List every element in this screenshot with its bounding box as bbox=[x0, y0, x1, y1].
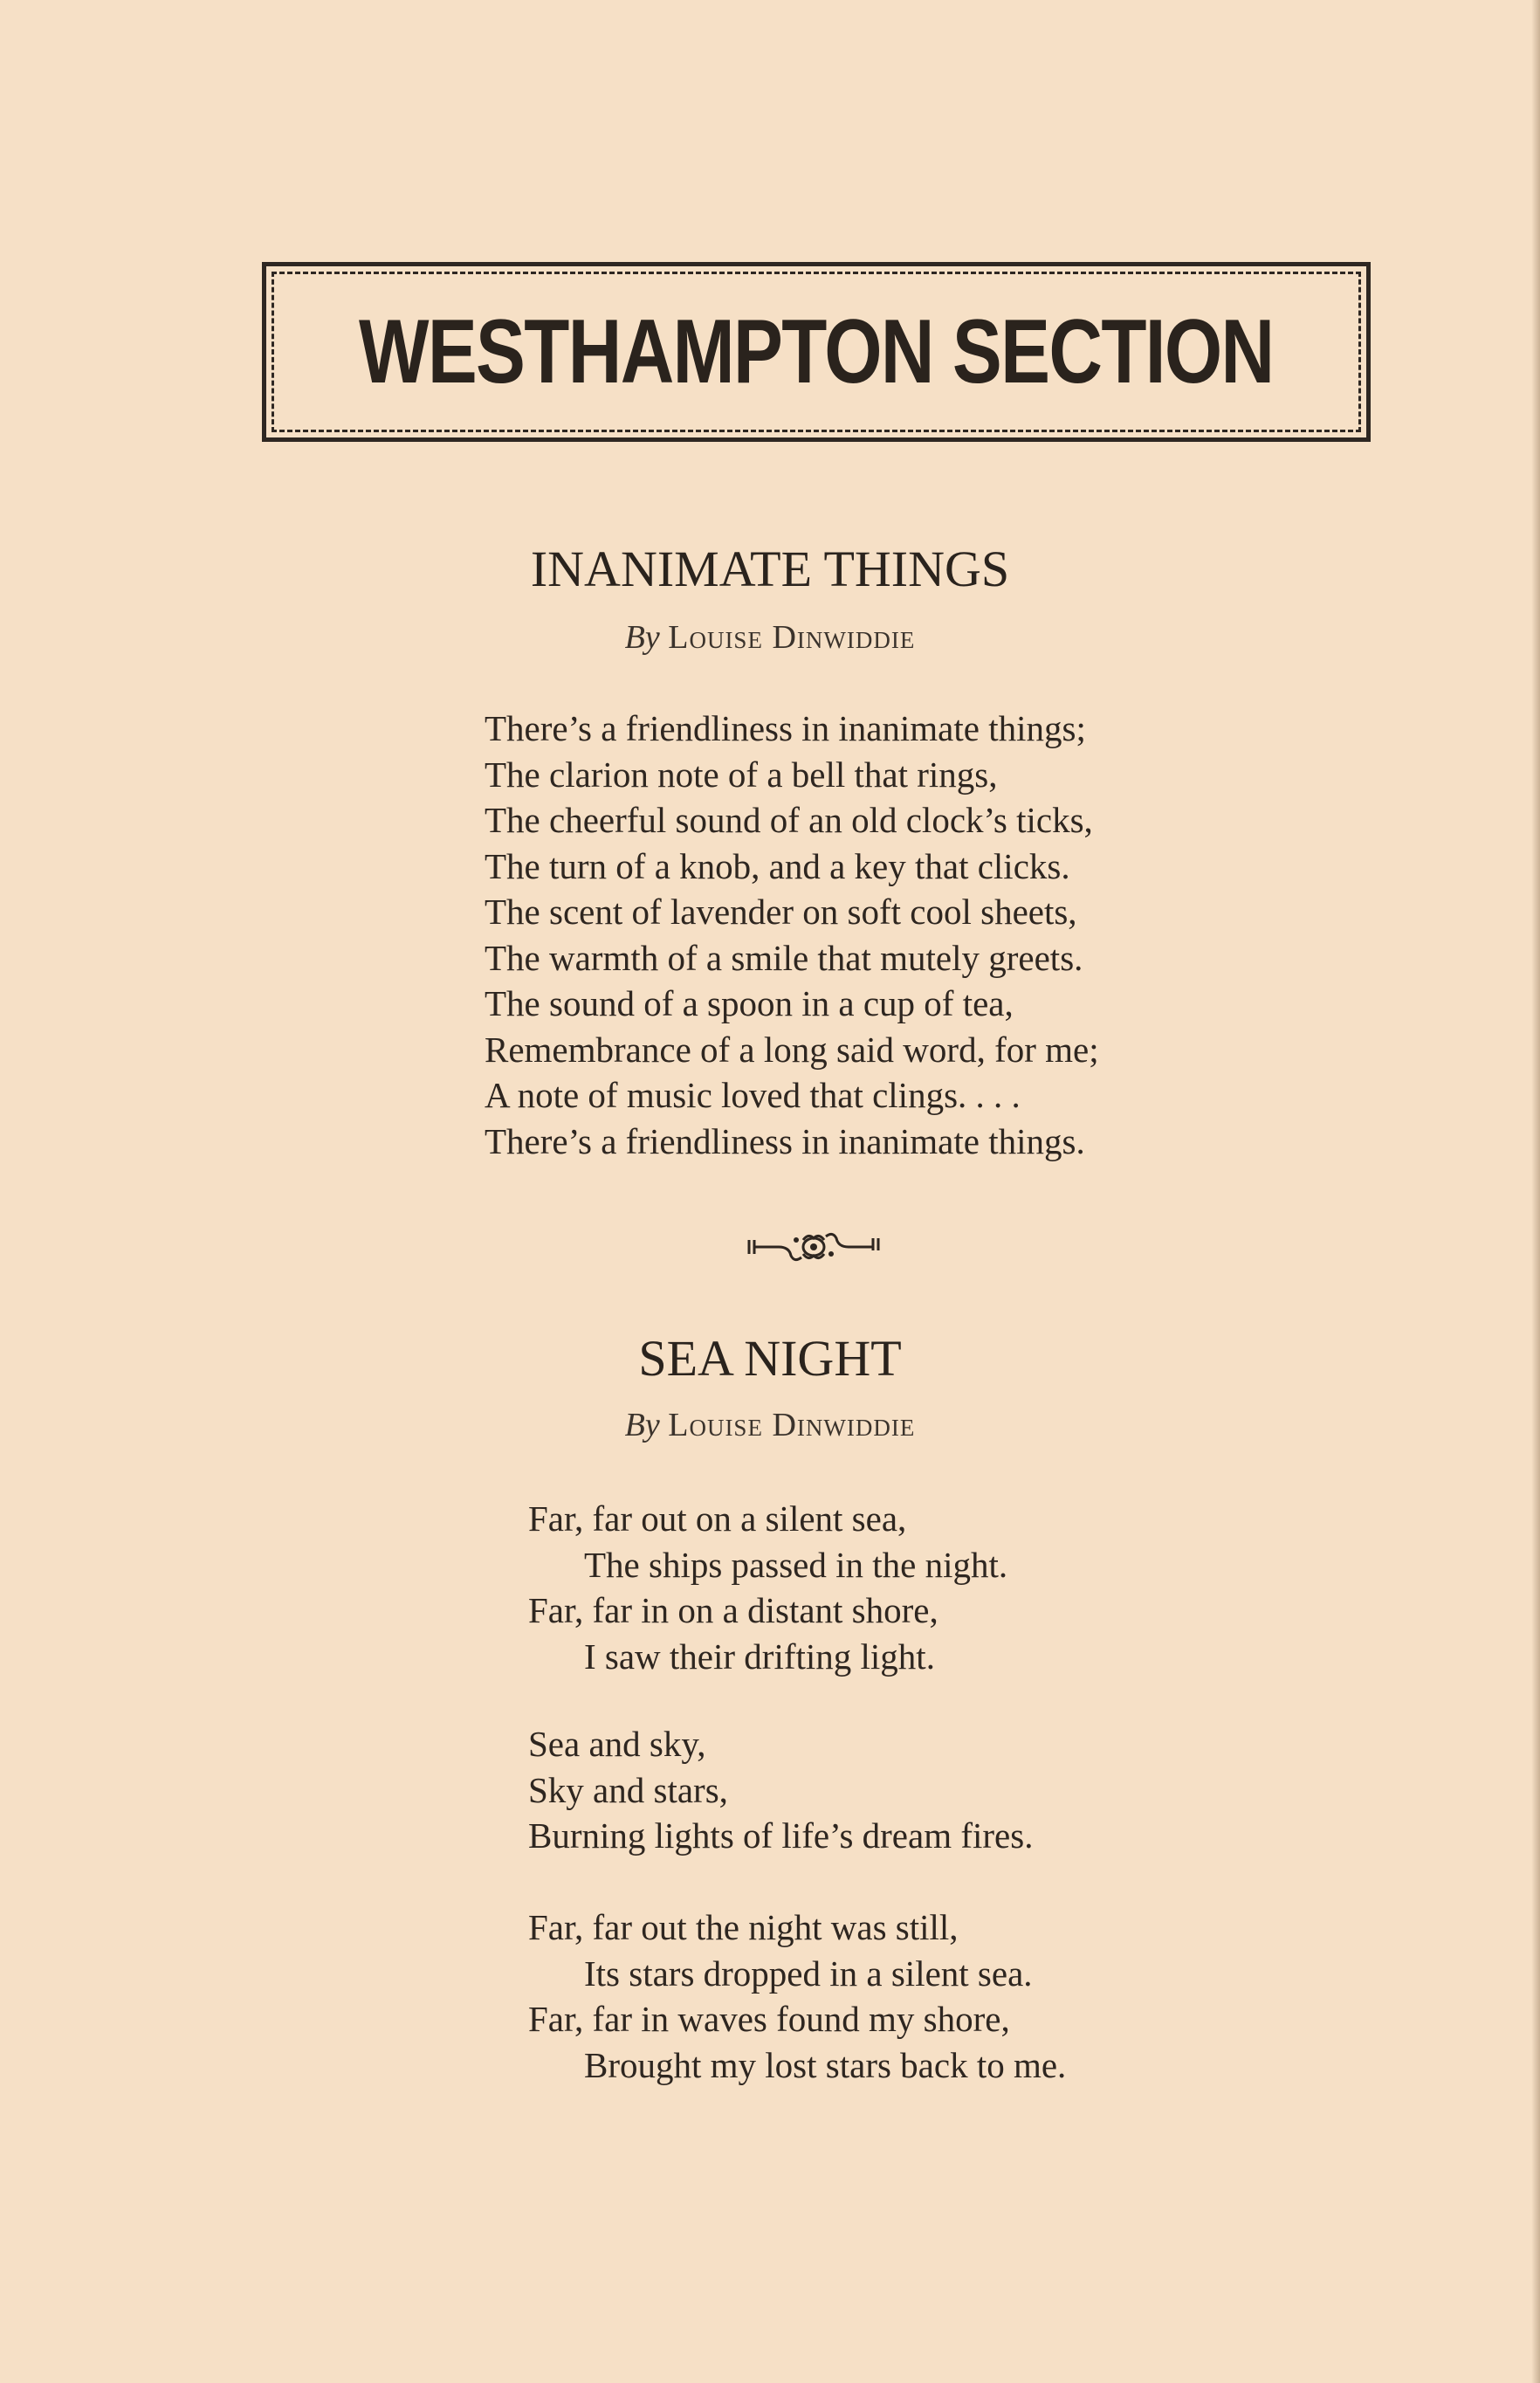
poem2-line: I saw their drifting light. bbox=[584, 1636, 935, 1677]
poem2-stanza-2 bbox=[528, 1721, 1033, 1859]
poem2-line: The ships passed in the night. bbox=[584, 1544, 1008, 1585]
poem1-line: The turn of a knob, and a key that clicks. bbox=[485, 845, 1070, 886]
poem1-line: The warmth of a smile that mutely greets. bbox=[485, 937, 1083, 978]
poem1-line: There’s a friendliness in inanimate things. bbox=[485, 1120, 1085, 1161]
poem2-stanza-1 bbox=[528, 1496, 1007, 1679]
poem1-line: There’s a friendliness in inanimate things; bbox=[485, 708, 1086, 748]
poem1-line: The clarion note of a bell that rings, bbox=[485, 754, 998, 795]
poem1-line: The sound of a spoon in a cup of tea, bbox=[485, 983, 1014, 1023]
poem2-line: Brought my lost stars back to me. bbox=[584, 2044, 1067, 2085]
poem1-line: The cheerful sound of an old clock’s ticks, bbox=[485, 800, 1093, 840]
poem1-line: A note of music loved that clings. . . . bbox=[485, 1075, 1021, 1115]
poem2-line: Burning lights of life’s dream fires. bbox=[528, 1815, 1034, 1856]
poem2-line: Its stars dropped in a silent sea. bbox=[584, 1953, 1033, 1994]
poem2-title: SEA NIGHT bbox=[638, 1330, 902, 1387]
poem2-by: By bbox=[624, 1407, 660, 1443]
decorative-scroll-ornament-icon bbox=[744, 1228, 883, 1270]
section-title: WESTHAMPTON SECTION bbox=[359, 300, 1274, 403]
poem2-byline bbox=[0, 1406, 1540, 1444]
poem1-title: INANIMATE THINGS bbox=[530, 541, 1010, 597]
poem1-by: By bbox=[624, 619, 660, 656]
page-edge-shadow bbox=[1531, 0, 1540, 2383]
poem1-author: Louise Dinwiddie bbox=[668, 619, 916, 656]
poem2-line: Far, far in waves found my shore, bbox=[528, 1999, 1010, 2039]
poem2-line: Sky and stars, bbox=[528, 1769, 728, 1810]
poem1-line: Remembrance of a long said word, for me; bbox=[485, 1029, 1099, 1070]
poem1-body bbox=[485, 706, 1099, 1164]
poem2-author: Louise Dinwiddie bbox=[668, 1407, 916, 1443]
poem1-line: The scent of lavender on soft cool sheets, bbox=[485, 892, 1077, 932]
poem2-line: Far, far out on a silent sea, bbox=[528, 1498, 907, 1539]
section-header-box bbox=[262, 262, 1371, 442]
poem2-line: Far, far in on a distant shore, bbox=[528, 1590, 938, 1630]
poem1-byline bbox=[0, 618, 1540, 657]
poem2-line: Far, far out the night was still, bbox=[528, 1907, 959, 1947]
poem2-stanza-3 bbox=[528, 1904, 1066, 2088]
poem2-line: Sea and sky, bbox=[528, 1724, 706, 1764]
